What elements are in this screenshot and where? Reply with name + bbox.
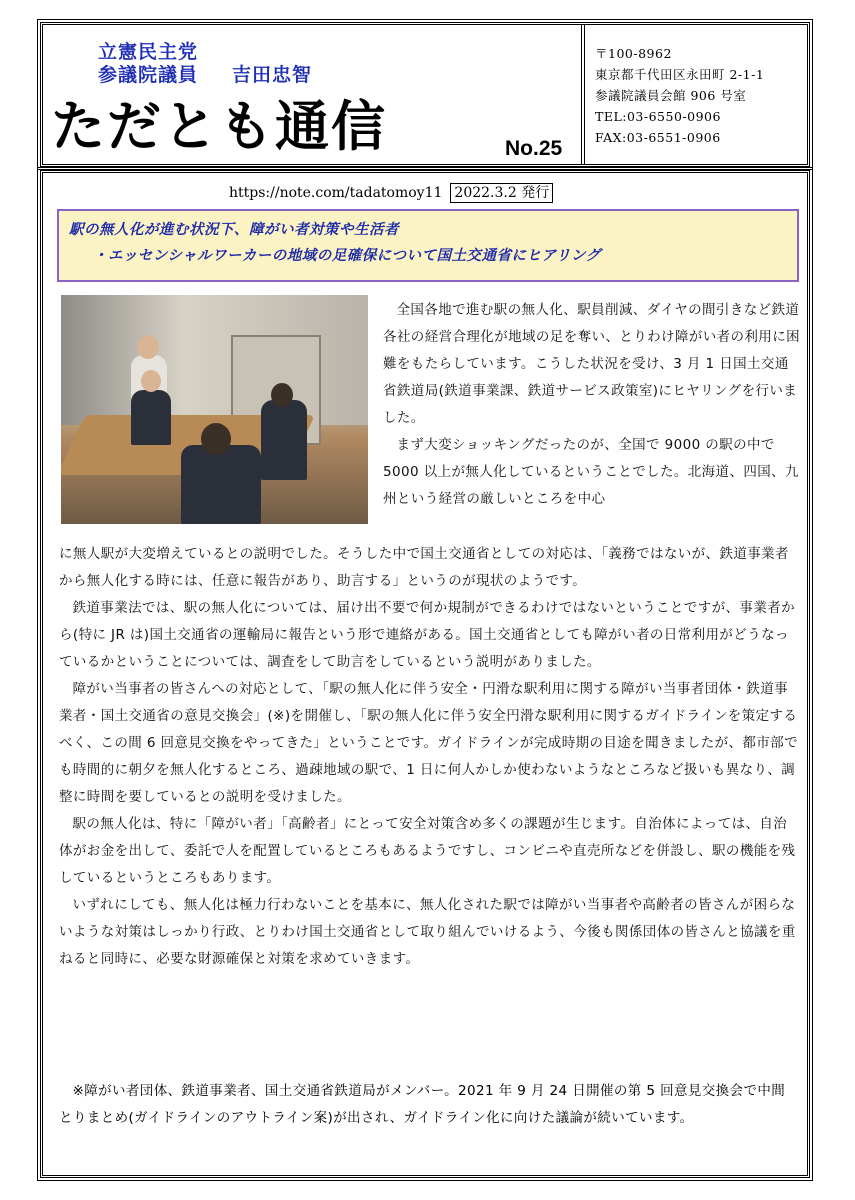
paragraph-4: 障がい当事者の皆さんへの対応として、「駅の無人化に伴う安全・円滑な駅利用に関する障がい当事者団体・鉄道事業者・国土交通省の意見交換会」(※)を開催し、「駅の無人化に伴う安全円滑な駅利用に関するガイドラインを策定するべく、この間 6 回意見交換をやってきた」ということです。ガイドラインが完成時期の目途を聞きましたが、都市部でも時間的に朝夕を無人化するところ、過疎地域の駅で、1 日に何人かしか使わないようなところなど扱いも異なり、調整に時間を要しているとの説明を受けました。 [59, 681, 799, 805]
intro-paragraph: 全国各地で進む駅の無人化、駅員削減、ダイヤの間引きなど鉄道各社の経営合理化が地域の足を奪い、とりわけ障がい者の利用に困難をもたらしています。こうした状況を受け、3 月 1 日国土交通省鉄道局(鉄道事業課、鉄道サービス政策室)にヒヤリングを行いました。 [383, 302, 800, 426]
newsletter-header [40, 22, 810, 167]
photo-wall [61, 295, 368, 425]
masthead-title: ただとも通信 [51, 95, 387, 158]
article-headline [57, 209, 799, 282]
tel-number: TEL:03-6550-0906 [595, 109, 721, 124]
party-name: 立憲民主党 [98, 41, 199, 63]
meta-line [229, 183, 553, 203]
note-url[interactable]: https://note.com/tadatomoy11 [229, 185, 443, 201]
photo-head [271, 383, 293, 407]
headline-line-1: 駅の無人化が進む状況下、障がい者対策や生活者 [69, 222, 399, 238]
header-divider [581, 25, 585, 164]
photo-head [201, 423, 231, 455]
issue-number: No.25 [505, 137, 563, 160]
body-full-width [59, 541, 799, 973]
postal-code: 〒100-8962 [595, 46, 672, 61]
photo-head [137, 335, 159, 359]
issue-date: 2022.3.2 発行 [450, 183, 553, 203]
photo-person [181, 445, 261, 524]
footnote: ※障がい者団体、鉄道事業者、国土交通省鉄道局がメンバー。2021 年 9 月 24 日開催の第 5 回意見交換会で中間とりまとめ(ガイドラインのアウトライン案)が出され、ガイドライン化に向けた議論が続いています。 [59, 1083, 786, 1126]
intro-column [383, 297, 801, 513]
photo-person [261, 400, 307, 480]
paragraph-2-start: まず大変ショッキングだったのが、全国で 9000 の駅の中で 5000 以上が無人化しているということでした。北海道、四国、九州という経営の厳しいところを中心 [383, 437, 799, 507]
photo-head [141, 370, 161, 392]
party-block [98, 41, 312, 87]
article-frame [40, 170, 810, 1178]
paragraph-2-end: に無人駅が大変増えているとの説明でした。そうした中で国土交通省としての対応は、「義務ではないが、鉄道事業者から無人化する時には、任意に報告があり、助言する」というのが現状のようです。 [59, 546, 789, 589]
member-line [98, 64, 312, 87]
photo-person [131, 390, 171, 445]
street-address: 東京都千代田区永田町 2-1-1 [595, 67, 765, 82]
headline-line-2: ・エッセンシャルワーカーの地域の足確保について国土交通省にヒアリング [93, 248, 601, 264]
paragraph-5: 駅の無人化は、特に「障がい者」「高齢者」にとって安全対策含め多くの課題が生じます。自治体によっては、自治体がお金を出して、委託で人を配置しているところもあるようですし、コンビニや直売所などを併設し、駅の機能を残しているというところもあります。 [59, 816, 796, 886]
member-name: 吉田忠智 [232, 64, 313, 86]
office-room: 参議院議員会館 906 号室 [595, 88, 747, 103]
contact-address [595, 43, 810, 148]
fax-number: FAX:03-6551-0906 [595, 130, 721, 145]
paragraph-6: いずれにしても、無人化は極力行わないことを基本に、無人化された駅では障がい当事者や高齢者の皆さんが困らないような対策はしっかり行政、とりわけ国土交通省として取り組んでいけるよう、今後も関係団体の皆さんと協議を重ねると同時に、必要な財源確保と対策を求めていきます。 [59, 897, 796, 967]
meeting-photo [61, 295, 368, 524]
paragraph-3: 鉄道事業法では、駅の無人化については、届け出不要で何か規制ができるわけではないということですが、事業者から(特に JR は)国土交通省の運輸局に報告という形で連絡がある。国土交通省としても障がい者の日常利用がどうなっているかということについては、調査をして助言をしているという説明がありました。 [59, 600, 796, 670]
member-role: 参議院議員 [98, 64, 199, 86]
